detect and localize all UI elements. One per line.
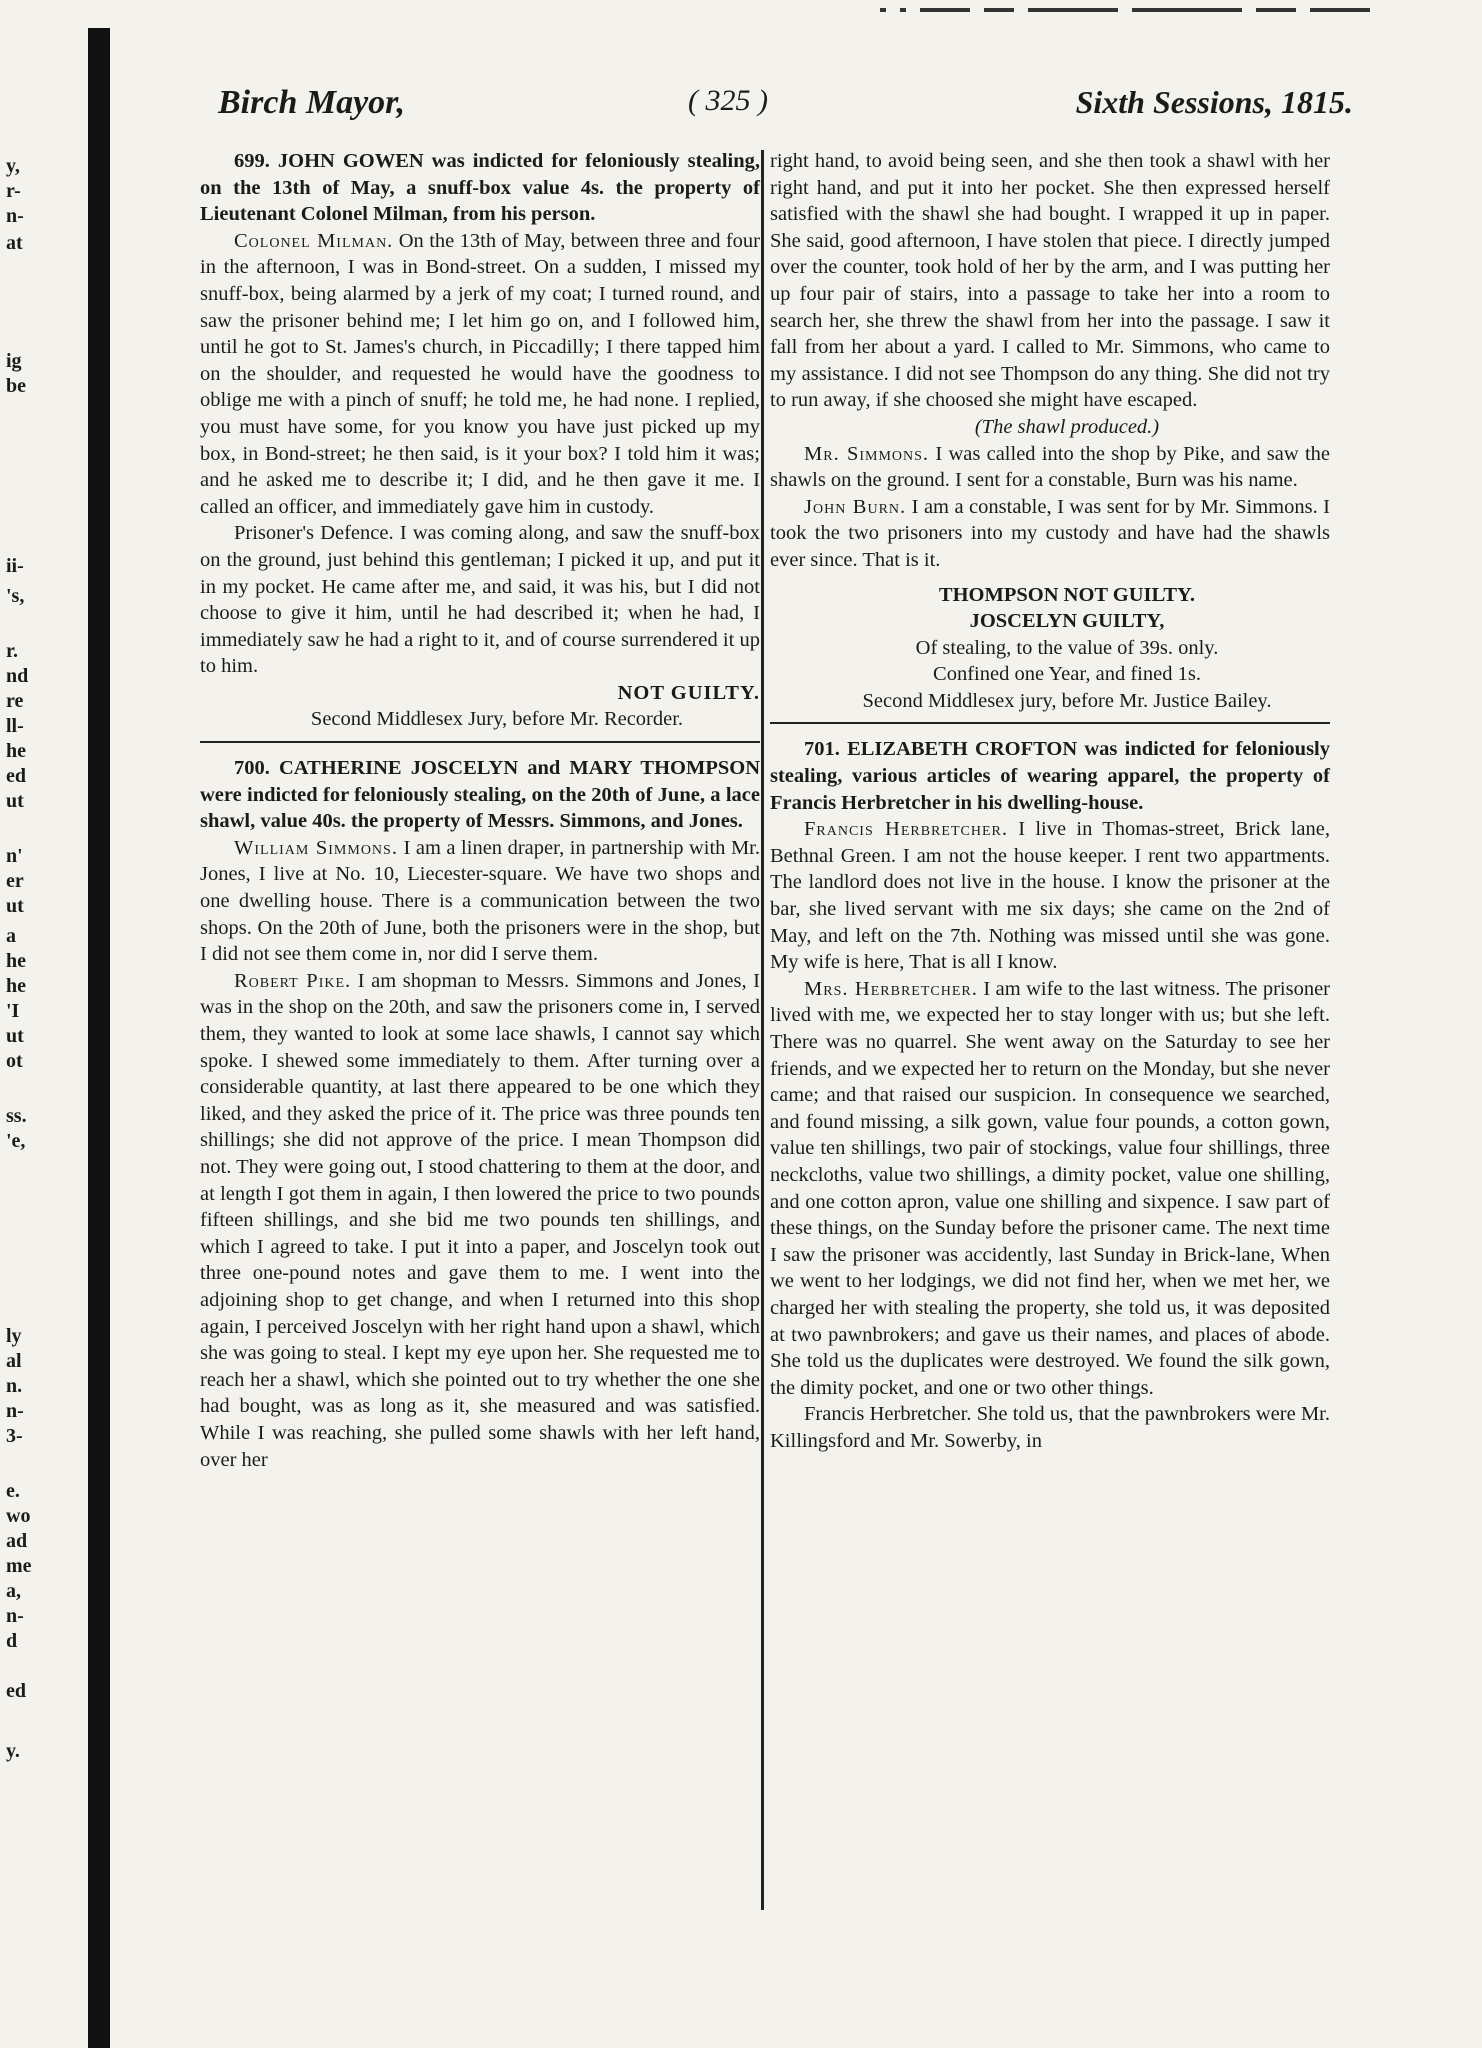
- header-right: Sixth Sessions, 1815.: [1075, 84, 1353, 120]
- top-edge-marks: [880, 8, 1440, 14]
- margin-fragment: d: [6, 1630, 18, 1652]
- margin-fragment: y,: [6, 155, 20, 177]
- case-700-testimony-pike: [200, 968, 760, 1473]
- margin-fragment: be: [6, 375, 26, 397]
- margin-fragment: n-: [6, 1400, 24, 1422]
- margin-fragment: at: [6, 232, 23, 254]
- verdict-joscelyn: JOSCELYN GUILTY,: [969, 610, 1165, 633]
- margin-fragment: n': [6, 845, 23, 867]
- speaker: Robert Pike.: [234, 969, 352, 992]
- margin-fragment: ot: [6, 1050, 23, 1072]
- testimony-text: I am a linen draper, in partnership with Mr. Jones, I live at No. 10, Liecester-square. We have two shops and one dwelling house. There is a communication between the two shops. On the 20th of June, both the prisoners were in the shop, but I did not see them come in, nor did I serve them.: [200, 836, 760, 966]
- case-699-heading: 699. JOHN GOWEN was indicted for feloniously stealing, on the 13th of May, a snuff-box value 4s. the property of Lieutenant Colonel Milman, from his person.: [200, 150, 760, 226]
- margin-fragment: ut: [6, 895, 24, 917]
- case-701-testimony-mrs-herbretcher: [770, 976, 1330, 1402]
- verdict-value: Of stealing, to the value of 39s. only.: [915, 636, 1219, 659]
- margin-fragment: 3-: [6, 1425, 23, 1447]
- speaker: Colonel Milman.: [234, 229, 394, 252]
- case-700-continuation: right hand, to avoid being seen, and she then took a shawl with her right hand, and put it into her pocket. She then expressed herself satisfied with the shawl she had bought. I wrapped it up in paper. She said, good afternoon, I have stolen that piece. I directly jumped over the counter, took hold of her by the arm, and I was putting her up four pair of stairs, into a passage to take her into a room to search her, she threw the shawl from her into the passage. I saw it fall from her about a yard. I called to Mr. Simmons, who came to my assistance. I did not see Thompson do any thing. She did not try to run away, if she choosed she might have escaped.: [770, 150, 1330, 412]
- case-700-heading: 700. CATHERINE JOSCELYN and MARY THOMPSON were indicted for feloniously stealing, on the 20th of June, a lace shawl, value 40s. the property of Messrs. Simmons, and Jones.: [200, 757, 760, 833]
- margin-fragment: wo: [6, 1505, 31, 1527]
- case-701-testimony-herbretcher: [770, 816, 1330, 976]
- header-left: Birch Mayor,: [218, 84, 406, 121]
- margin-fragment: nd: [6, 665, 29, 687]
- margin-fragment: re: [6, 690, 24, 712]
- margin-fragment: al: [6, 1350, 22, 1372]
- margin-fragment: ll-: [6, 715, 24, 737]
- margin-fragment: ed: [6, 1680, 26, 1702]
- speaker: Mrs. Herbretcher.: [804, 977, 978, 1000]
- right-column: [770, 148, 1330, 1455]
- margin-fragment: er: [6, 870, 24, 892]
- margin-fragment: he: [6, 950, 26, 972]
- page-number: ( 325 ): [688, 84, 768, 117]
- margin-fragment: a,: [6, 1580, 21, 1602]
- verdict-thompson: THOMPSON NOT GUILTY.: [938, 583, 1196, 606]
- case-divider: [200, 741, 760, 743]
- testimony-text: I live in Thomas-street, Brick lane, Bethnal Green. I am not the house keeper. I rent two appartments. The landlord does not live in the house. I know the prisoner at the bar, she lived servant with me six days; she came on the 2nd of May, and left on the 7th. Nothing was missed until she was gone. My wife is here, That is all I know.: [770, 818, 1330, 974]
- column-divider: [761, 150, 764, 1910]
- margin-fragment: he: [6, 975, 26, 997]
- case-699-testimony-milman: [200, 228, 760, 521]
- case-700-jury: Second Middlesex jury, before Mr. Justice Bailey.: [862, 689, 1272, 712]
- case-699-jury: Second Middlesex Jury, before Mr. Recorder.: [310, 708, 684, 731]
- margin-fragment: 'I: [6, 1000, 20, 1022]
- testimony-text: I was called into the shop by Pike, and saw the shawls on the ground. I sent for a constable, Burn was his name.: [770, 442, 1330, 492]
- speaker: John Burn.: [804, 495, 907, 518]
- margin-fragment: n-: [6, 1605, 24, 1627]
- case-700-testimony-simmons: [200, 835, 760, 968]
- case-701-heading: 701. ELIZABETH CROFTON was indicted for feloniously stealing, various articles of wearing apparel, the property of Francis Herbretcher in his dwelling-house.: [770, 738, 1330, 814]
- speaker: Francis Herbretcher.: [804, 818, 1008, 841]
- shawl-produced-note: (The shawl produced.): [974, 415, 1160, 438]
- margin-fragment: ly: [6, 1325, 22, 1347]
- case-699-defence: Prisoner's Defence. I was coming along, and saw the snuff-box on the ground, just behind this gentleman; I picked it up, and put it in my pocket. He came after me, and said, it was his, but I did not choose to give it him, until he had described it; when he had, I immediately saw he had a right to it, and of course surrendered it up to him.: [200, 522, 760, 678]
- case-699-verdict: NOT GUILTY.: [617, 681, 760, 704]
- margin-fragment: n.: [6, 1375, 23, 1397]
- binding-gutter: [88, 28, 110, 2048]
- margin-fragment: y.: [6, 1740, 20, 1762]
- adjacent-page-fragments: [0, 0, 80, 2048]
- case-divider: [770, 722, 1330, 724]
- margin-fragment: ig: [6, 350, 22, 372]
- left-column: [200, 148, 760, 1473]
- page-header: [218, 84, 1353, 128]
- case-700-testimony-burn: [770, 494, 1330, 574]
- margin-fragment: e.: [6, 1480, 20, 1502]
- margin-fragment: ut: [6, 790, 24, 812]
- case-701-continuation: Francis Herbretcher. She told us, that the pawnbrokers were Mr. Killingsford and Mr. Sowerby, in: [770, 1403, 1330, 1452]
- testimony-text: I am a constable, I was sent for by Mr. Simmons. I took the two prisoners into my custody and have had the shawls ever since. That is it.: [770, 495, 1331, 571]
- margin-fragment: a: [6, 925, 16, 947]
- margin-fragment: ed: [6, 765, 26, 787]
- testimony-text: I am wife to the last witness. The prisoner lived with me, we expected her to stay longer with us; but she left. There was no quarrel. She went away on the Saturday to see her friends, and we expected her to return on the Monday, but she never came; and that raised our suspicion. In consequence we searched, and found missing, a silk gown, value four pounds, a cotton gown, value ten shillings, two pair of stockings, value four shillings, three neckcloths, value two shillings, a dimity pocket, value one shilling, and one cotton apron, value one shilling and sixpence. I saw part of these things, on the Sunday before the prisoner came. The next time I saw the prisoner was accidently, last Sunday in Brick-lane, When we went to her lodgings, we did not find her, when we met her, we charged her with stealing the property, she told us, it was deposited at two pawnbrokers; and gave us their names, and places of abode. She told us the duplicates were destroyed. We found the silk gown, the dimity pocket, and one or two other things.: [770, 977, 1330, 1399]
- testimony-text: I am shopman to Messrs. Simmons and Jones, I was in the shop on the 20th, and saw the prisoners come in, I served them, they wanted to look at some lace shawls, I cannot say which spoke. I shewed some immediately to them. After turning over a considerable quantity, at last there appeared to be one which they liked, and they asked the price of it. The price was three pounds ten shillings; she did not approve of the price. I mean Thompson did not. They were going out, I stood chattering to them at the door, and at length I got them in again, I then lowered the price to two pounds fifteen shillings, and she bid me two pounds ten shillings, and which I agreed to take. I put it into a paper, and Joscelyn took out three one-pound notes and gave them to me. I went into the adjoining shop to get change, and when I returned into this shop again, I perceived Joscelyn with her right hand upon a shawl, which she was going to steal. I kept my eye upon her. She requested me to reach her a shawl, which she pointed out to try whether the one she had bought, was as long as it, she measured and was satisfied. While I was reaching, she pulled some shawls with her left hand, over her: [200, 969, 761, 1471]
- sentence: Confined one Year, and fined 1s.: [933, 663, 1201, 686]
- margin-fragment: n-: [6, 205, 24, 227]
- margin-fragment: ut: [6, 1025, 24, 1047]
- margin-fragment: 's,: [6, 585, 25, 607]
- case-700-testimony-mr-simmons: [770, 441, 1330, 494]
- margin-fragment: he: [6, 740, 26, 762]
- margin-fragment: r-: [6, 180, 21, 202]
- margin-fragment: ss.: [6, 1105, 27, 1127]
- speaker: William Simmons.: [234, 836, 398, 859]
- margin-fragment: r.: [6, 640, 19, 662]
- speaker: Mr. Simmons.: [804, 442, 930, 465]
- margin-fragment: me: [6, 1555, 32, 1577]
- testimony-text: On the 13th of May, between three and four in the afternoon, I was in Bond-street. On a sudden, I missed my snuff-box, being alarmed by a jerk of my coat; I turned round, and saw the prisoner behind me; I let him go on, and I followed him, until he got to St. James's church, in Piccadilly; I there tapped him on the shoulder, and requested he would have the goodness to oblige me with a pinch of snuff; he told me, he had none. I replied, you must have some, for you know you have just picked up my box, in Bond-street; he then said, is it your box? I told him it was; and he asked me to describe it; I did, and he then gave it me. I called an officer, and immediately gave him in custody.: [200, 229, 761, 518]
- margin-fragment: ad: [6, 1530, 28, 1552]
- margin-fragment: 'e,: [6, 1130, 26, 1152]
- margin-fragment: ii-: [6, 555, 24, 577]
